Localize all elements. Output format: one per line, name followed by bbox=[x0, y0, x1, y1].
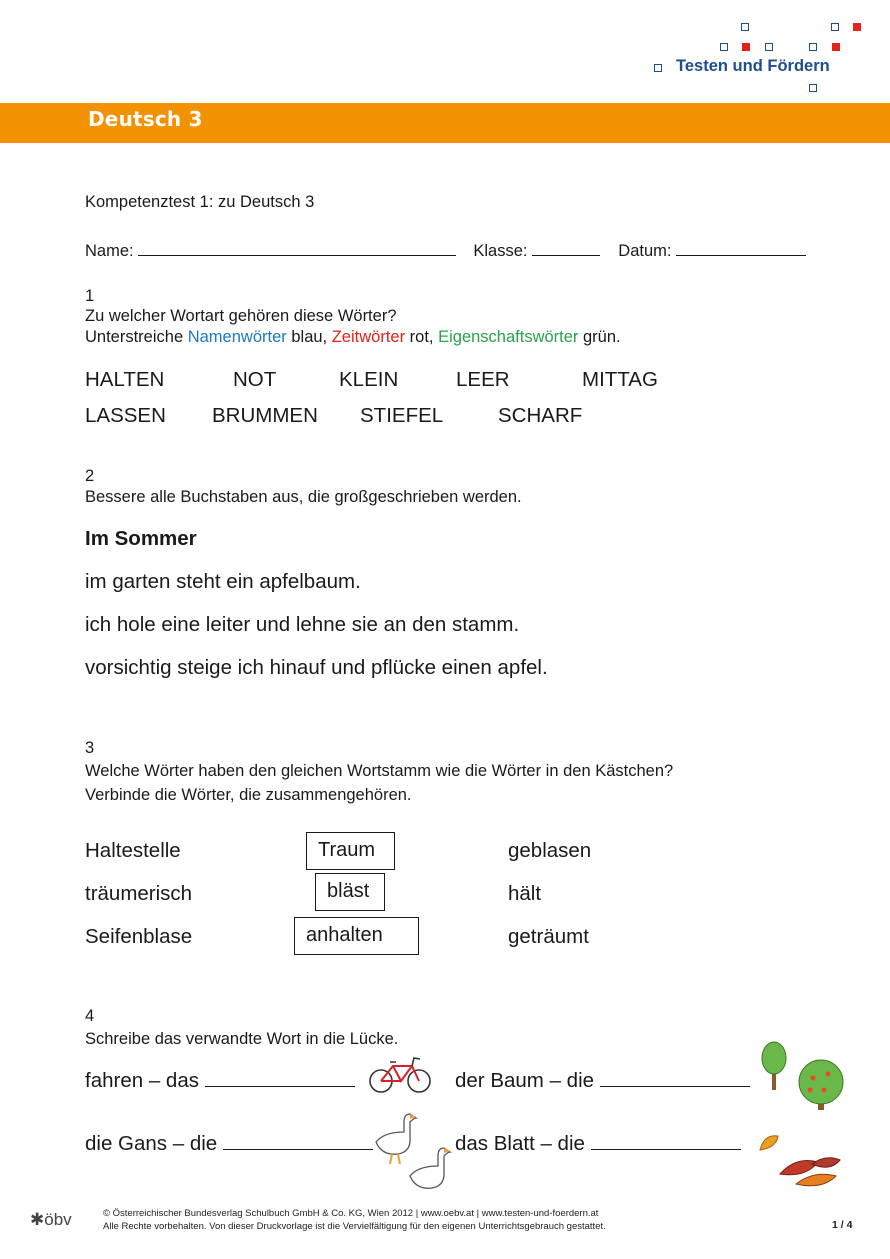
fill-prompt: die Gans – die bbox=[85, 1132, 218, 1155]
name-field[interactable] bbox=[138, 241, 456, 256]
instruction-text: grün. bbox=[578, 328, 621, 346]
student-info-row bbox=[85, 241, 806, 261]
word-box[interactable]: bläst bbox=[315, 873, 385, 911]
answer-blank[interactable] bbox=[600, 1068, 750, 1087]
date-label: Datum: bbox=[618, 242, 672, 260]
word-box[interactable]: Traum bbox=[306, 832, 395, 870]
word: SCHARF bbox=[498, 404, 583, 427]
task1-instruction bbox=[85, 328, 621, 347]
word: BRUMMEN bbox=[212, 404, 318, 427]
trees-icon bbox=[758, 1040, 848, 1114]
fill-prompt: fahren – das bbox=[85, 1069, 199, 1092]
word: HALTEN bbox=[85, 368, 165, 391]
task1-question: Zu welcher Wortart gehören diese Wörter? bbox=[85, 307, 397, 325]
task-number: 1 bbox=[85, 287, 95, 305]
date-field[interactable] bbox=[676, 241, 806, 256]
publisher-star-icon: ✱ bbox=[30, 1210, 45, 1229]
fill-item bbox=[455, 1068, 750, 1093]
task4-instruction: Schreibe das verwandte Wort in die Lücke. bbox=[85, 1030, 399, 1048]
logo-square bbox=[853, 23, 861, 31]
task3-question: Welche Wörter haben den gleichen Wortstamm wie die Wörter in den Kästchen? bbox=[85, 762, 674, 780]
adjectives-label: Eigenschaftswörter bbox=[438, 328, 579, 346]
logo-square bbox=[831, 23, 839, 31]
verbs-label: Zeitwörter bbox=[331, 328, 406, 346]
fill-item bbox=[455, 1131, 741, 1156]
task3-instruction: Verbinde die Wörter, die zusammengehören. bbox=[85, 786, 412, 804]
logo-square bbox=[742, 43, 750, 51]
answer-blank[interactable] bbox=[223, 1131, 373, 1150]
copyright: © Österreichischer Bundesverlag Schulbuch GmbH & Co. KG, Wien 2012 | www.oebv.at | www.testen-und-foerdern.at bbox=[103, 1208, 599, 1219]
instruction-text: rot, bbox=[405, 328, 439, 346]
right-word[interactable]: hält bbox=[508, 882, 542, 905]
nouns-label: Namenwörter bbox=[187, 328, 287, 346]
fill-prompt: der Baum – die bbox=[455, 1069, 595, 1092]
word-box[interactable]: anhalten bbox=[294, 917, 419, 955]
story-heading: Im Sommer bbox=[85, 527, 197, 550]
page-number: 1 / 4 bbox=[832, 1219, 853, 1231]
word: NOT bbox=[233, 368, 277, 391]
task-number: 3 bbox=[85, 739, 95, 757]
logo-square bbox=[809, 43, 817, 51]
logo-square bbox=[765, 43, 773, 51]
logo-square bbox=[720, 43, 728, 51]
banner-title: Deutsch 3 bbox=[88, 107, 203, 131]
right-word[interactable]: geblasen bbox=[508, 839, 592, 862]
test-title: Kompetenztest 1: zu Deutsch 3 bbox=[85, 193, 315, 211]
right-word[interactable]: geträumt bbox=[508, 925, 589, 948]
fill-item bbox=[85, 1131, 373, 1156]
task-number: 4 bbox=[85, 1007, 95, 1025]
logo-square bbox=[832, 43, 840, 51]
word: KLEIN bbox=[339, 368, 399, 391]
logo-square bbox=[741, 23, 749, 31]
class-label: Klasse: bbox=[473, 242, 528, 260]
fill-item bbox=[85, 1068, 355, 1093]
word: LASSEN bbox=[85, 404, 166, 427]
logo-square bbox=[654, 64, 662, 72]
task-number: 2 bbox=[85, 467, 95, 485]
fill-prompt: das Blatt – die bbox=[455, 1132, 585, 1155]
publisher-name: öbv bbox=[44, 1210, 72, 1229]
geese-icon bbox=[370, 1110, 452, 1192]
answer-blank[interactable] bbox=[591, 1131, 741, 1150]
logo-text: Testen und Fördern bbox=[676, 57, 830, 75]
class-field[interactable] bbox=[532, 241, 600, 256]
word: MITTAG bbox=[582, 368, 658, 391]
publisher-logo bbox=[30, 1210, 72, 1230]
story-line: im garten steht ein apfelbaum. bbox=[85, 570, 361, 593]
bicycle-icon bbox=[368, 1052, 432, 1096]
rights-notice: Alle Rechte vorbehalten. Von dieser Druckvorlage ist die Vervielfältigung für den eigenen Unterrichtsgebrauch gestattet. bbox=[103, 1221, 606, 1232]
task2-instruction: Bessere alle Buchstaben aus, die großgeschrieben werden. bbox=[85, 488, 522, 506]
instruction-text: Unterstreiche bbox=[85, 328, 188, 346]
story-line: vorsichtig steige ich hinauf und pflücke einen apfel. bbox=[85, 656, 548, 679]
logo-square bbox=[809, 84, 817, 92]
instruction-text: blau, bbox=[286, 328, 332, 346]
name-label: Name: bbox=[85, 242, 134, 260]
leaves-icon bbox=[756, 1130, 844, 1194]
answer-blank[interactable] bbox=[205, 1068, 355, 1087]
left-word[interactable]: Haltestelle bbox=[85, 839, 181, 862]
word: STIEFEL bbox=[360, 404, 444, 427]
story-line: ich hole eine leiter und lehne sie an den stamm. bbox=[85, 613, 520, 636]
left-word[interactable]: Seifenblase bbox=[85, 925, 193, 948]
left-word[interactable]: träumerisch bbox=[85, 882, 193, 905]
word: LEER bbox=[456, 368, 510, 391]
